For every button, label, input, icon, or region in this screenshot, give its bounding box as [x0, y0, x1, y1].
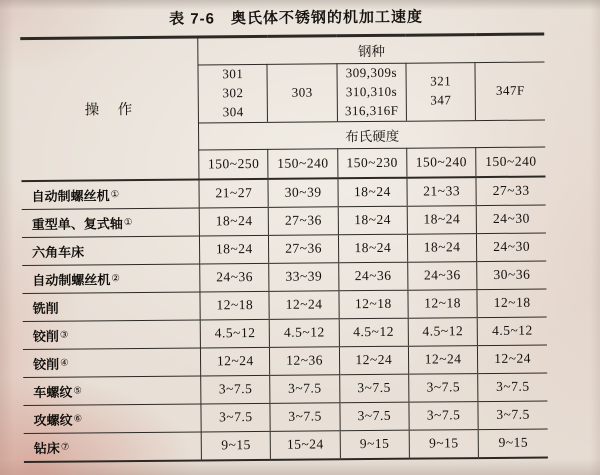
row-label	[23, 404, 201, 434]
cell-value: 3~7.5	[478, 373, 548, 402]
row-label	[21, 179, 199, 209]
cell-value: 18~24	[199, 207, 268, 236]
cell-value: 9~15	[478, 429, 548, 458]
footnote-mark: ①	[110, 188, 120, 200]
cell-value: 18~24	[407, 205, 476, 234]
operation-name: 铰削	[33, 356, 60, 372]
row-label	[22, 292, 200, 322]
grade-col-303: 303	[267, 64, 337, 122]
operation-name: 攻螺纹	[33, 412, 73, 428]
operation-name: 自动制螺丝机	[31, 187, 110, 204]
cell-value: 21~27	[199, 178, 268, 207]
hardness-range: 150~230	[337, 148, 407, 178]
cell-value: 4.5~12	[477, 317, 547, 346]
cell-value: 3~7.5	[339, 374, 408, 403]
row-label	[23, 348, 201, 378]
table-row	[24, 429, 548, 462]
cell-value: 12~18	[477, 289, 547, 318]
cell-value: 3~7.5	[409, 401, 478, 430]
page-title: 表 7-6 奥氏体不锈钢的机加工速度	[169, 8, 424, 28]
cell-value: 18~24	[338, 177, 407, 206]
cell-value: 15~24	[271, 430, 340, 459]
hardness-range: 150~240	[476, 147, 546, 177]
grade-col-347f: 347F	[475, 62, 545, 120]
hardness-range: 150~240	[268, 148, 338, 178]
table-row	[23, 345, 547, 378]
cell-value: 12~18	[408, 289, 477, 318]
cell-value: 30~39	[268, 178, 337, 207]
cell-value: 24~30	[477, 233, 547, 262]
cell-value: 24~36	[200, 263, 269, 292]
operation-name: 六角车床	[32, 244, 85, 260]
row-label	[22, 208, 200, 238]
cell-value: 27~36	[269, 206, 338, 235]
footnote-mark: ⑦	[60, 441, 70, 453]
cell-value: 18~24	[407, 233, 476, 262]
footnote-mark: ①	[123, 216, 133, 228]
cell-value: 18~24	[338, 206, 407, 235]
cell-value: 4.5~12	[408, 317, 477, 346]
cell-value: 3~7.5	[201, 403, 270, 432]
cell-value: 27~36	[269, 234, 338, 263]
machining-speed-table	[20, 32, 548, 462]
operation-name: 铰削	[32, 328, 59, 344]
cell-value: 4.5~12	[270, 318, 339, 347]
table-row	[23, 317, 547, 350]
cell-value: 30~36	[477, 261, 547, 290]
cell-value: 12~24	[201, 347, 270, 376]
cell-value: 9~15	[409, 429, 478, 458]
hardness-range: 150~240	[407, 147, 477, 177]
cell-value: 12~18	[339, 290, 408, 319]
cell-value: 3~7.5	[270, 402, 339, 431]
cell-value: 12~36	[270, 346, 339, 375]
cell-value: 12~24	[269, 290, 338, 319]
cell-value: 24~30	[476, 205, 546, 234]
footnote-mark: ⑥	[73, 413, 83, 425]
cell-value: 3~7.5	[478, 401, 548, 430]
steel-type-header: 钢种	[198, 34, 545, 65]
footnote-mark: ③	[59, 329, 69, 341]
table-row	[21, 176, 545, 209]
cell-value: 12~24	[408, 345, 477, 374]
cell-value: 3~7.5	[340, 402, 409, 431]
row-label	[23, 376, 201, 406]
cell-value: 4.5~12	[200, 319, 269, 348]
cell-value: 24~36	[338, 262, 407, 291]
hardness-range: 150~250	[199, 149, 269, 179]
cell-value: 3~7.5	[409, 373, 478, 402]
cell-value: 12~24	[478, 345, 548, 374]
cell-value: 18~24	[338, 234, 407, 263]
cell-value: 33~39	[269, 262, 338, 291]
cell-value: 27~33	[476, 176, 546, 205]
row-label	[22, 264, 200, 294]
cell-value: 9~15	[340, 430, 409, 459]
steel-type-row	[20, 34, 544, 67]
table-row	[23, 401, 547, 434]
row-label	[22, 236, 200, 266]
footnote-mark: ⑤	[73, 385, 82, 397]
grade-col-309-310-316: 309,309s 310,310s 316,316F	[337, 63, 407, 121]
hardness-header: 布氏硬度	[199, 120, 546, 150]
cell-value: 12~24	[339, 346, 408, 375]
operation-column-header: 操 作	[20, 37, 199, 181]
row-label	[24, 432, 202, 462]
cell-value: 24~36	[408, 261, 477, 290]
cell-value: 3~7.5	[270, 374, 339, 403]
cell-value: 3~7.5	[201, 375, 270, 404]
grade-col-301-302-304: 301 302 304	[198, 64, 268, 122]
footnote-mark: ④	[60, 357, 69, 369]
grade-col-321-347: 321 347	[406, 63, 476, 121]
cell-value: 12~18	[200, 291, 269, 320]
operation-name: 车螺纹	[33, 384, 73, 400]
row-label	[23, 320, 201, 350]
operation-name: 铣削	[32, 300, 59, 316]
cell-value: 21~33	[407, 177, 476, 206]
cell-value: 9~15	[201, 431, 270, 460]
operation-name: 自动制螺丝机	[32, 271, 111, 288]
footnote-mark: ②	[111, 272, 120, 284]
operation-name: 重型单、复式轴	[31, 215, 123, 232]
operation-name: 钻床	[33, 440, 60, 456]
cell-value: 18~24	[200, 235, 269, 264]
table-row	[23, 373, 547, 406]
cell-value: 4.5~12	[339, 318, 408, 347]
